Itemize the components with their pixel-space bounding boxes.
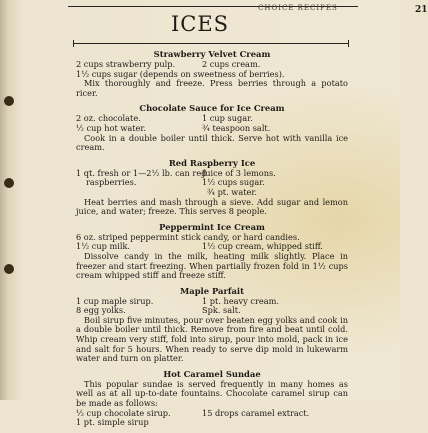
ingredient: ¾ teaspoon salt. [202,122,271,133]
running-head: CHOICE RECIPES [258,4,338,12]
ingredient: Juice of 3 lemons. [202,167,276,178]
recipe-directions: Dissolve candy in the milk, heating milk slightly. Place in freezer and start freezing. When partially frozen fold in 1½ cups cream whipped stiff and freeze stiff. [76,250,348,281]
recipe-title: Strawberry Velvet Cream [153,49,271,59]
recipe-directions: Cook in a double boiler until thick. Serve hot with vanilla ice cream. [76,132,348,153]
recipe-directions: Heat berries and mash through a sieve. Add sugar and lemon juice, and water; freeze. This serves 8 people. [76,196,348,217]
recipe-directions: This popular sundae is served frequently in many homes as well as at all up-to-date fountains. Chocolate caramel sirup can be made as follows: [76,378,348,409]
ingredient: 2 oz. chocolate. [76,113,141,124]
recipe-directions: Boil sirup five minutes, pour over beaten egg yolks and cook in a double boiler until thick. Remove from fire and beat until cold. Whip cream very stiff, fold into sirup, pour into mold, pack in ice and salt for 5 hours. When ready to serve dip mold in lukewarm water and turn on platter. [76,314,348,364]
recipe-chocolate-sauce [76,103,348,152]
recipe-directions: Mix thoroughly and freeze. Press berries through a potato ricer. [76,78,348,98]
recipe-list [76,49,348,433]
header-rule [68,4,428,15]
ingredient: 15 drops caramel extract. [202,407,310,418]
ingredient: 1½ cup cream, whipped stiff. [202,241,323,252]
recipe-maple-parfait [76,286,348,364]
recipe-title: Red Raspberry Ice [168,157,256,168]
ingredient: 6 oz. striped peppermint stick candy, or hard candies. [76,231,300,242]
ingredient: 1½ cups sugar. [202,177,265,188]
ingredient: 1 cup maple sirup. [76,295,154,306]
ingredient: Spk. salt. [202,305,241,316]
recipe-red-raspberry-ice [76,158,348,217]
ingredient: ½ cup chocolate sirup. [76,407,171,418]
ingredient: 2 cups strawberry pulp. [76,59,176,69]
recipe-title: Maple Parfait [180,285,244,296]
ingredient: ¾ pt. water. [207,186,257,197]
ingredient: 1½ cup milk. [76,241,131,252]
ingredient: 1½ cups sugar (depends on sweetness of berries). [76,68,285,79]
recipe-peppermint-ice-cream [76,222,348,281]
ingredient: 1 qt. fresh or 1—2½ lb. can red [76,167,207,178]
recipe-strawberry-velvet-cream [76,49,348,98]
binding-hole [4,264,14,274]
recipe-title: Chocolate Sauce for Ice Cream [139,103,285,114]
page-number: 21 [415,5,428,15]
ingredient: 2 cups cream. [202,59,261,69]
ingredient: 8 egg yolks. [76,305,126,316]
recipe-title: Peppermint Ice Cream [159,221,265,232]
recipe-title: Hot Caramel Sundae [163,368,261,379]
recipe-hot-caramel-sundae [76,369,348,428]
ingredient: raspberries. [86,177,137,188]
page-title: ICES [170,12,230,36]
ingredient: 1 pt. heavy cream. [202,295,279,306]
binding-hole [4,96,14,106]
title-rule [73,43,349,44]
ingredient: 1 pt. simple sirup [76,417,149,428]
binding-hole [4,178,14,188]
ingredient: 1 cup sugar. [202,113,253,124]
ingredient: ½ cup hot water. [76,122,146,133]
